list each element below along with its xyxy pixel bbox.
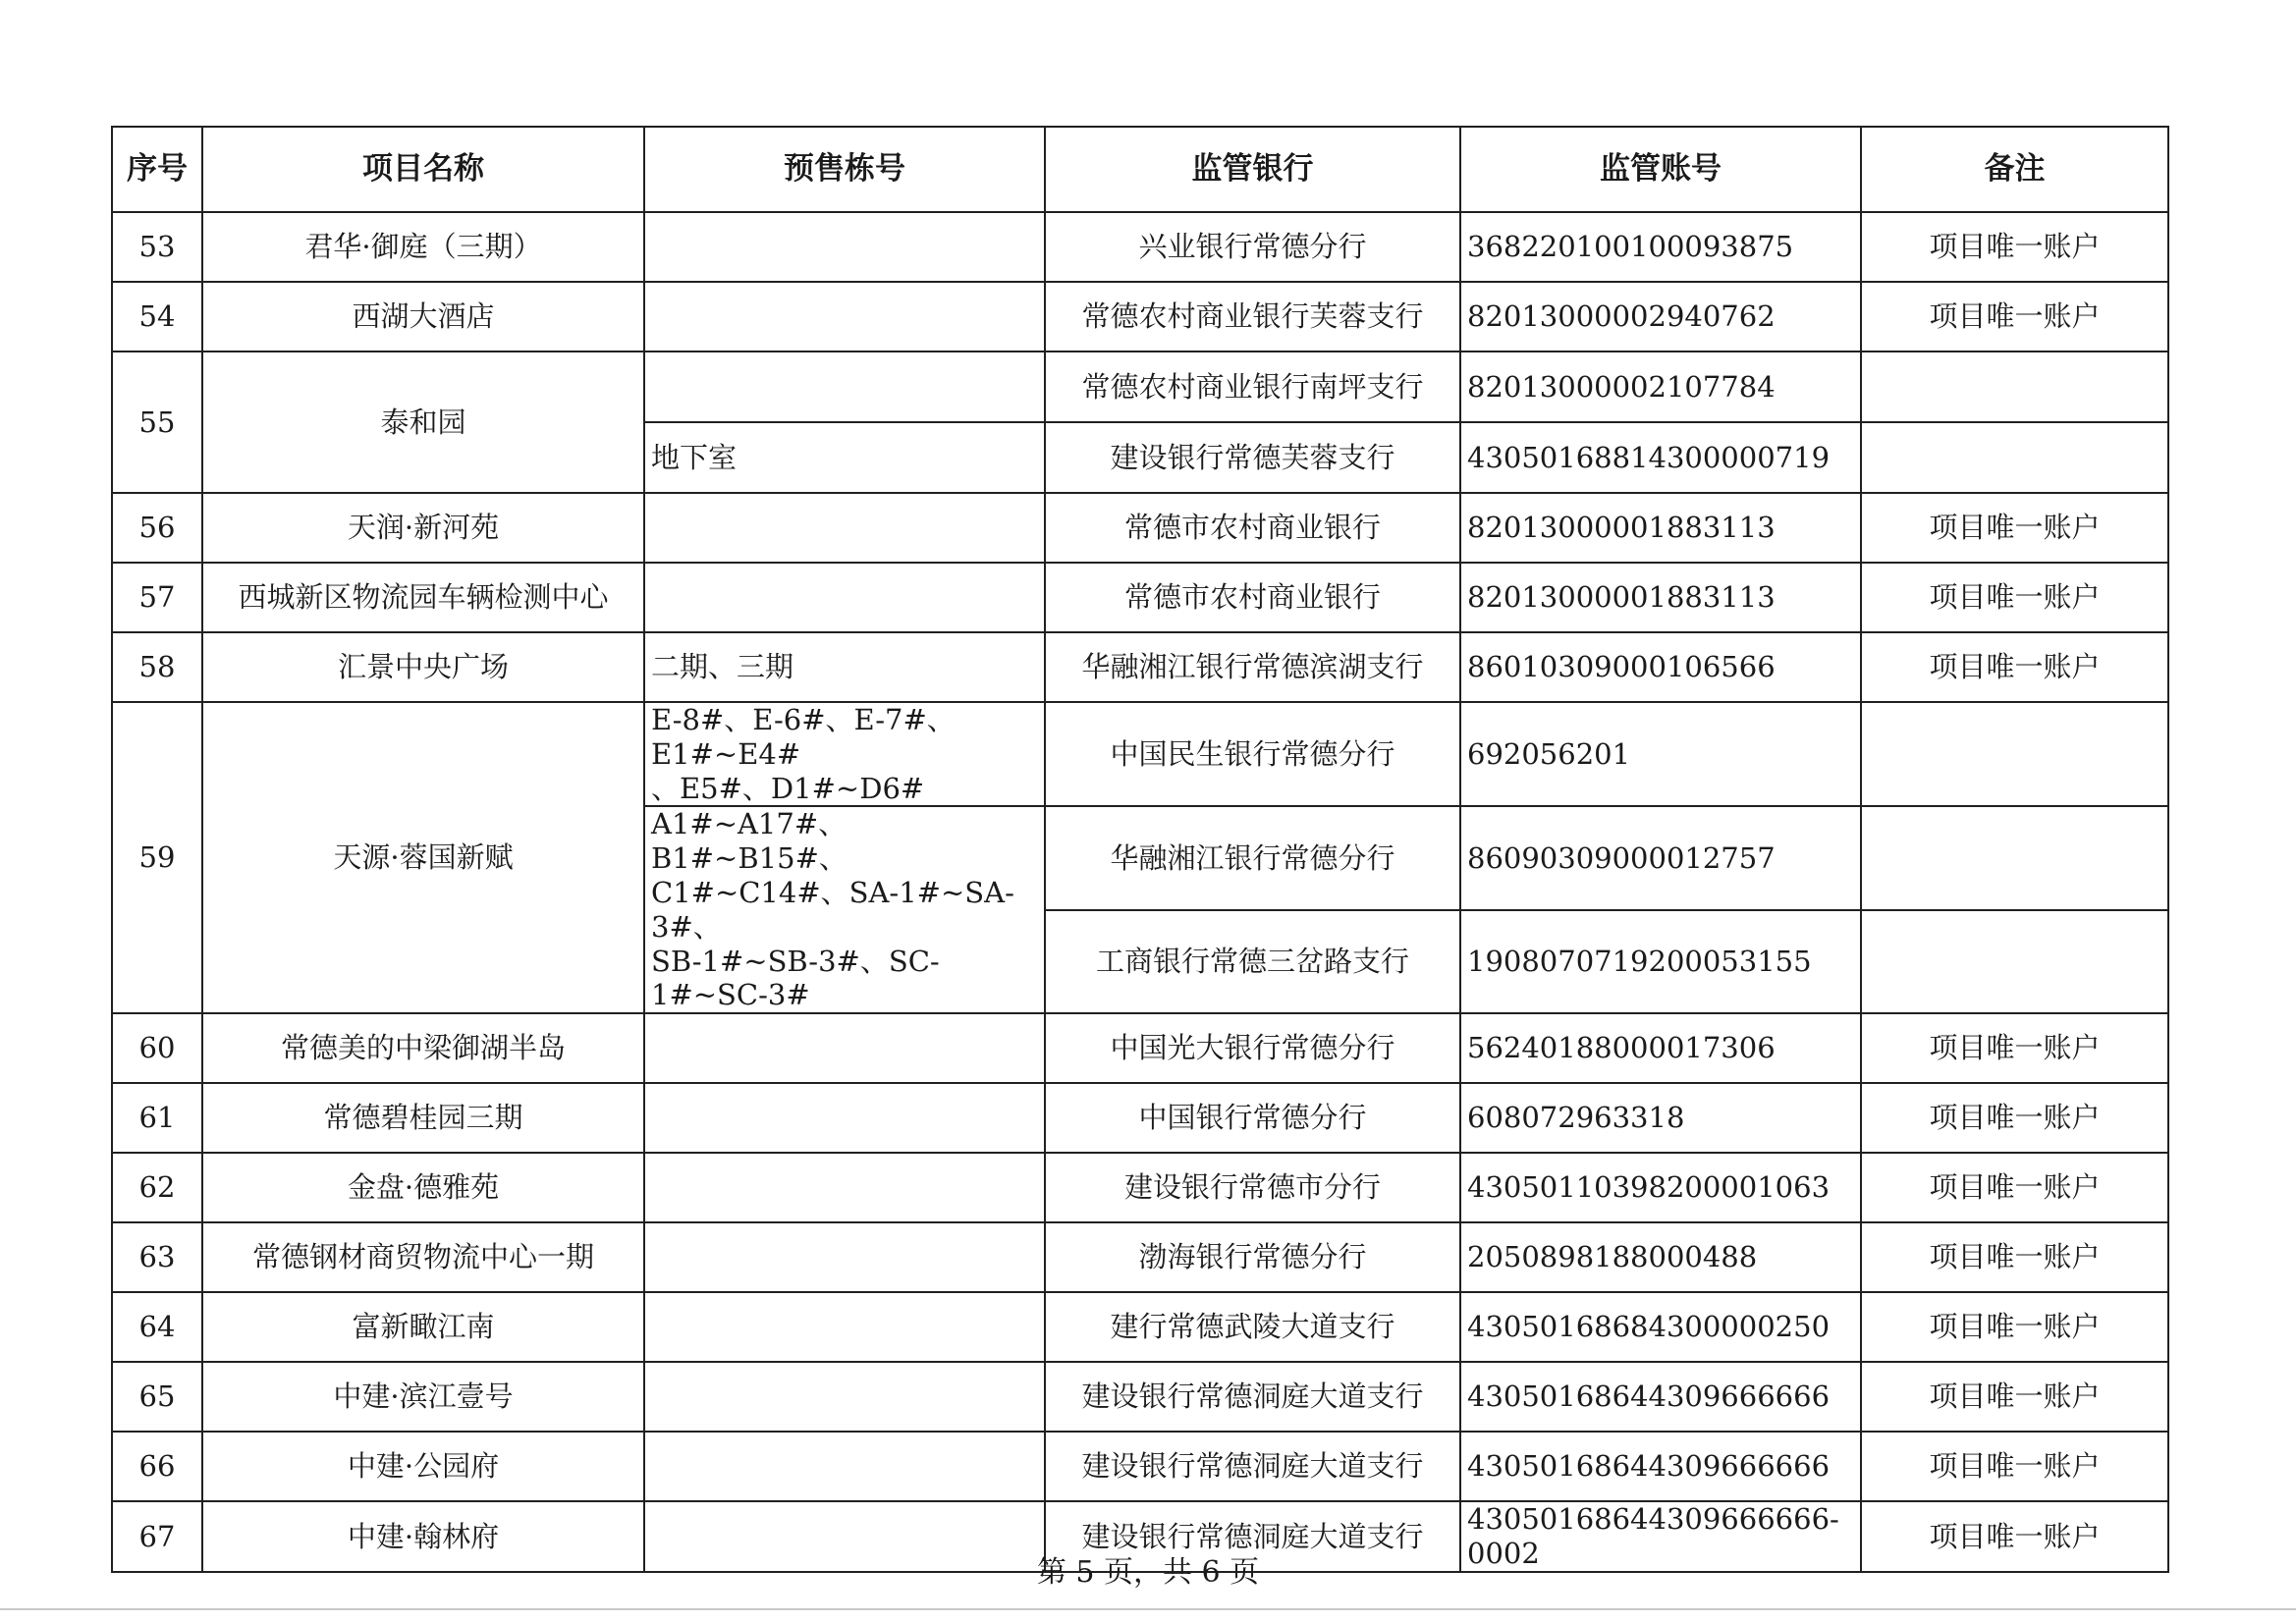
cell-note: 项目唯一账户: [1861, 1362, 2168, 1432]
cell-seq: 55: [112, 352, 202, 493]
table-row: [112, 352, 2168, 422]
cell-supervision-account: 43050168644309666666: [1460, 1362, 1861, 1432]
cell-project-name: 常德钢材商贸物流中心一期: [202, 1222, 644, 1292]
cell-supervision-account: 56240188000017306: [1460, 1013, 1861, 1083]
cell-supervision-account: 692056201: [1460, 702, 1861, 806]
cell-note: 项目唯一账户: [1861, 563, 2168, 632]
cell-presale-building: [644, 1432, 1045, 1501]
cell-presale-building: [644, 282, 1045, 352]
supervision-account-table: [111, 126, 2169, 1573]
cell-presale-building: [644, 212, 1045, 282]
cell-supervising-bank: 建设银行常德洞庭大道支行: [1045, 1362, 1460, 1432]
cell-supervision-account: 43050168644309666666: [1460, 1432, 1861, 1501]
cell-project-name: 常德碧桂园三期: [202, 1083, 644, 1153]
cell-supervising-bank: 华融湘江银行常德分行: [1045, 806, 1460, 909]
cell-note: [1861, 806, 2168, 909]
cell-seq: 59: [112, 702, 202, 1013]
cell-project-name: 中建·滨江壹号: [202, 1362, 644, 1432]
cell-supervision-account: 2050898188000488: [1460, 1222, 1861, 1292]
cell-supervision-account: 43050168684300000250: [1460, 1292, 1861, 1362]
cell-note: 项目唯一账户: [1861, 493, 2168, 563]
cell-note: 项目唯一账户: [1861, 282, 2168, 352]
cell-note: 项目唯一账户: [1861, 1501, 2168, 1572]
table-row: [112, 632, 2168, 702]
cell-project-name: 天源·蓉国新赋: [202, 702, 644, 1013]
cell-note: 项目唯一账户: [1861, 632, 2168, 702]
table-row: [112, 1362, 2168, 1432]
table-header-row: [112, 127, 2168, 212]
table-row: [112, 212, 2168, 282]
cell-presale-building: [644, 1362, 1045, 1432]
cell-supervision-account: 82013000001883113: [1460, 493, 1861, 563]
cell-note: 项目唯一账户: [1861, 1153, 2168, 1222]
cell-note: [1861, 910, 2168, 1013]
header-project-name: 项目名称: [202, 127, 644, 212]
cell-presale-building: [644, 1083, 1045, 1153]
cell-presale-building: [644, 806, 1045, 1013]
cell-presale-building: 二期、三期: [644, 632, 1045, 702]
header-supervising-bank: 监管银行: [1045, 127, 1460, 212]
cell-project-name: 金盘·德雅苑: [202, 1153, 644, 1222]
cell-supervising-bank: 常德市农村商业银行: [1045, 493, 1460, 563]
cell-project-name: 中建·公园府: [202, 1432, 644, 1501]
cell-supervising-bank: 常德市农村商业银行: [1045, 563, 1460, 632]
cell-presale-building: [644, 493, 1045, 563]
cell-supervising-bank: 渤海银行常德分行: [1045, 1222, 1460, 1292]
cell-note: 项目唯一账户: [1861, 212, 2168, 282]
cell-project-name: 中建·翰林府: [202, 1501, 644, 1572]
table-row: [112, 1013, 2168, 1083]
cell-seq: 56: [112, 493, 202, 563]
header-seq: 序号: [112, 127, 202, 212]
cell-seq: 66: [112, 1432, 202, 1501]
table-row: [112, 1292, 2168, 1362]
cell-supervising-bank: 建设银行常德芙蓉支行: [1045, 422, 1460, 493]
cell-supervision-account: 608072963318: [1460, 1083, 1861, 1153]
cell-supervision-account: 368220100100093875: [1460, 212, 1861, 282]
cell-seq: 58: [112, 632, 202, 702]
cell-seq: 57: [112, 563, 202, 632]
cell-note: 项目唯一账户: [1861, 1083, 2168, 1153]
cell-seq: 60: [112, 1013, 202, 1083]
cell-seq: 67: [112, 1501, 202, 1572]
cell-supervising-bank: 兴业银行常德分行: [1045, 212, 1460, 282]
cell-supervision-account: 82013000002107784: [1460, 352, 1861, 422]
cell-seq: 53: [112, 212, 202, 282]
cell-presale-building: [644, 352, 1045, 422]
cell-supervising-bank: 建设银行常德市分行: [1045, 1153, 1460, 1222]
cell-supervision-account: 86010309000106566: [1460, 632, 1861, 702]
header-supervision-account: 监管账号: [1460, 127, 1861, 212]
cell-project-name: 西湖大酒店: [202, 282, 644, 352]
cell-supervision-account: 43050110398200001063: [1460, 1153, 1861, 1222]
cell-project-name: 常德美的中梁御湖半岛: [202, 1013, 644, 1083]
cell-supervision-account: 43050168814300000719: [1460, 422, 1861, 493]
cell-note: 项目唯一账户: [1861, 1432, 2168, 1501]
cell-supervising-bank: 华融湘江银行常德滨湖支行: [1045, 632, 1460, 702]
cell-seq: 62: [112, 1153, 202, 1222]
table-row: [112, 563, 2168, 632]
cell-project-name: 汇景中央广场: [202, 632, 644, 702]
table-row: [112, 1083, 2168, 1153]
table-row: [112, 1222, 2168, 1292]
cell-seq: 65: [112, 1362, 202, 1432]
cell-supervising-bank: 常德农村商业银行芙蓉支行: [1045, 282, 1460, 352]
table-row: [112, 282, 2168, 352]
cell-supervising-bank: 常德农村商业银行南坪支行: [1045, 352, 1460, 422]
cell-note: [1861, 352, 2168, 422]
building-line: SB-1#~SB-3#、SC-1#~SC-3#: [651, 944, 940, 1012]
cell-note: 项目唯一账户: [1861, 1013, 2168, 1083]
cell-supervising-bank: 建设银行常德洞庭大道支行: [1045, 1432, 1460, 1501]
cell-presale-building: 地下室: [644, 422, 1045, 493]
cell-note: [1861, 702, 2168, 806]
cell-seq: 64: [112, 1292, 202, 1362]
table-row: [112, 493, 2168, 563]
cell-seq: 61: [112, 1083, 202, 1153]
cell-project-name: 天润·新河苑: [202, 493, 644, 563]
cell-supervising-bank: 中国银行常德分行: [1045, 1083, 1460, 1153]
table-row: [112, 702, 2168, 806]
building-line: E-8#、E-6#、E-7#、E1#~E4#: [651, 703, 956, 771]
cell-supervision-account: 82013000002940762: [1460, 282, 1861, 352]
cell-seq: 54: [112, 282, 202, 352]
header-note: 备注: [1861, 127, 2168, 212]
building-line: A1#~A17#、B1#~B15#、: [651, 807, 847, 876]
cell-supervision-account: 1908070719200053155: [1460, 910, 1861, 1013]
cell-presale-building: [644, 1153, 1045, 1222]
cell-supervision-account: 86090309000012757: [1460, 806, 1861, 909]
cell-presale-building: [644, 1222, 1045, 1292]
cell-supervising-bank: 中国光大银行常德分行: [1045, 1013, 1460, 1083]
cell-supervision-account: 43050168644309666666-0002: [1460, 1501, 1861, 1572]
cell-project-name: 泰和园: [202, 352, 644, 493]
cell-seq: 63: [112, 1222, 202, 1292]
cell-note: 项目唯一账户: [1861, 1222, 2168, 1292]
cell-project-name: 西城新区物流园车辆检测中心: [202, 563, 644, 632]
cell-presale-building: [644, 563, 1045, 632]
cell-project-name: 富新瞰江南: [202, 1292, 644, 1362]
cell-supervision-account: 82013000001883113: [1460, 563, 1861, 632]
table-row: [112, 1153, 2168, 1222]
table-row: [112, 1432, 2168, 1501]
page-edge-divider: [0, 1608, 2296, 1610]
cell-note: [1861, 422, 2168, 493]
building-line: 、E5#、D1#~D6#: [651, 771, 925, 805]
cell-supervising-bank: 工商银行常德三岔路支行: [1045, 910, 1460, 1013]
cell-presale-building: [644, 1013, 1045, 1083]
page-number-footer: 第 5 页，共 6 页: [1036, 1555, 1260, 1590]
cell-supervising-bank: 建行常德武陵大道支行: [1045, 1292, 1460, 1362]
header-presale-building: 预售栋号: [644, 127, 1045, 212]
cell-project-name: 君华·御庭（三期）: [202, 212, 644, 282]
cell-supervising-bank: 中国民生银行常德分行: [1045, 702, 1460, 806]
cell-supervising-bank: 建设银行常德洞庭大道支行: [1045, 1501, 1460, 1572]
cell-presale-building: [644, 702, 1045, 806]
cell-note: 项目唯一账户: [1861, 1292, 2168, 1362]
building-line: C1#~C14#、SA-1#~SA-3#、: [651, 875, 1014, 944]
cell-presale-building: [644, 1292, 1045, 1362]
